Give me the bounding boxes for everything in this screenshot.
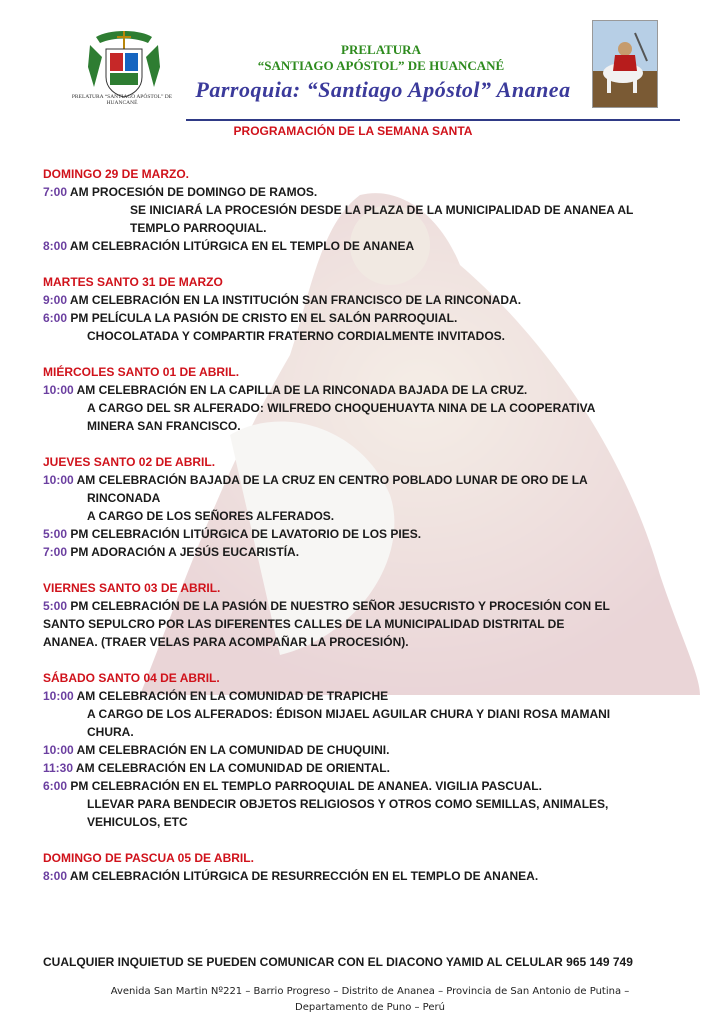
event-time: 5:00: [43, 599, 68, 613]
event-line: [43, 237, 683, 255]
event-description: AM CELEBRACIÓN EN LA CAPILLA DE LA RINCONADA BAJADA DE LA CRUZ.: [73, 383, 528, 397]
day-heading: VIERNES SANTO 03 DE ABRIL.: [43, 581, 221, 595]
event-description: PM CELEBRACIÓN EN EL TEMPLO PARROQUIAL DE ANANEA. VIGILIA PASCUAL.: [67, 779, 542, 793]
event-description: PM CELEBRACIÓN DE LA PASIÓN DE NUESTRO SEÑOR JESUCRISTO Y PROCESIÓN CON EL: [67, 599, 610, 613]
event-line: [43, 543, 683, 561]
event-line: [43, 471, 683, 489]
event-description: AM CELEBRACIÓN LITÚRGICA EN EL TEMPLO DE ANANEA: [67, 239, 415, 253]
event-note: MINERA SAN FRANCISCO.: [87, 419, 241, 433]
header-prelature: PRELATURA: [341, 42, 421, 57]
event-note: SANTO SEPULCRO POR LAS DIFERENTES CALLES DE LA MUNICIPALIDAD DISTRITAL DE: [43, 617, 565, 631]
event-description: AM CELEBRACIÓN EN LA COMUNIDAD DE CHUQUINI.: [73, 743, 390, 757]
header-prelature-name: “SANTIAGO APÓSTOL” DE HUANCANÉ: [257, 58, 505, 73]
event-line: [43, 525, 683, 543]
day-heading: MARTES SANTO 31 DE MARZO: [43, 275, 223, 289]
event-description: AM CELEBRACIÓN EN LA INSTITUCIÓN SAN FRANCISCO DE LA RINCONADA.: [67, 293, 522, 307]
event-line: [43, 597, 683, 615]
event-line: [43, 183, 683, 201]
event-time: 7:00: [43, 545, 68, 559]
event-note: VEHICULOS, ETC: [87, 815, 188, 829]
header-parish-title: Parroquia: “Santiago Apóstol” Ananea: [195, 77, 571, 102]
contact-note: CUALQUIER INQUIETUD SE PUEDEN COMUNICAR CON EL DIACONO YAMID AL CELULAR 965 149 749: [43, 955, 633, 969]
day-heading: SÁBADO SANTO 04 DE ABRIL.: [43, 671, 220, 685]
event-note: A CARGO DE LOS SEÑORES ALFERADOS.: [87, 509, 335, 523]
schedule: [43, 165, 683, 885]
event-line: [43, 687, 683, 705]
event-description: AM CELEBRACIÓN BAJADA DE LA CRUZ EN CENTRO POBLADO LUNAR DE ORO DE LA: [73, 473, 588, 487]
event-line: [43, 741, 683, 759]
event-description: AM PROCESIÓN DE DOMINGO DE RAMOS.: [67, 185, 318, 199]
day-heading: JUEVES SANTO 02 DE ABRIL.: [43, 455, 216, 469]
event-time: 9:00: [43, 293, 68, 307]
crest-caption: PRELATURA “SANTIAGO APÓSTOL” DE HUANCANÉ: [71, 94, 173, 106]
event-note: CHURA.: [87, 725, 134, 739]
event-note: SE INICIARÁ LA PROCESIÓN DESDE LA PLAZA DE LA MUNICIPALIDAD DE ANANEA AL: [130, 203, 634, 217]
event-line: [43, 867, 683, 885]
day-heading: DOMINGO 29 DE MARZO.: [43, 167, 190, 181]
event-note: A CARGO DEL SR ALFERADO: WILFREDO CHOQUEHUAYTA NINA DE LA COOPERATIVA: [87, 401, 596, 415]
event-time: 11:30: [43, 761, 74, 775]
program-title: PROGRAMACIÓN DE LA SEMANA SANTA: [233, 124, 473, 138]
event-time: 10:00: [43, 383, 74, 397]
event-description: AM CELEBRACIÓN LITÚRGICA DE RESURRECCIÓN EN EL TEMPLO DE ANANEA.: [67, 869, 539, 883]
event-line: [43, 381, 683, 399]
event-description: AM CELEBRACIÓN EN LA COMUNIDAD DE TRAPICHE: [73, 689, 389, 703]
header-divider: [186, 119, 680, 121]
event-description: AM CELEBRACIÓN EN LA COMUNIDAD DE ORIENTAL.: [73, 761, 390, 775]
event-line: [43, 291, 683, 309]
event-time: 6:00: [43, 779, 68, 793]
event-note: CHOCOLATADA Y COMPARTIR FRATERNO CORDIALMENTE INVITADOS.: [87, 329, 505, 343]
event-time: 10:00: [43, 689, 74, 703]
event-line: [43, 309, 683, 327]
footer-address: Avenida San Martin Nº221 – Barrio Progreso – Distrito de Ananea – Provincia de San Antonio de Putina – Departamento de Puno – Perú: [110, 986, 630, 1013]
event-time: 10:00: [43, 743, 74, 757]
event-description: PM ADORACIÓN A JESÚS EUCARISTÍA.: [67, 545, 300, 559]
event-note: ANANEA. (TRAER VELAS PARA ACOMPAÑAR LA PROCESIÓN).: [43, 635, 409, 649]
event-description: PM CELEBRACIÓN LITÚRGICA DE LAVATORIO DE LOS PIES.: [67, 527, 422, 541]
day-heading: DOMINGO DE PASCUA 05 DE ABRIL.: [43, 851, 254, 865]
event-time: 5:00: [43, 527, 68, 541]
event-note: RINCONADA: [87, 491, 161, 505]
event-time: 8:00: [43, 869, 68, 883]
event-line: [43, 777, 683, 795]
day-heading: MIÉRCOLES SANTO 01 DE ABRIL.: [43, 365, 240, 379]
santiago-apostol-image: [592, 20, 658, 108]
event-note: LLEVAR PARA BENDECIR OBJETOS RELIGIOSOS Y OTROS COMO SEMILLAS, ANIMALES,: [87, 797, 609, 811]
event-note: TEMPLO PARROQUIAL.: [130, 221, 267, 235]
event-time: 6:00: [43, 311, 68, 325]
event-time: 10:00: [43, 473, 74, 487]
event-time: 7:00: [43, 185, 68, 199]
event-time: 8:00: [43, 239, 68, 253]
event-description: PM PELÍCULA LA PASIÓN DE CRISTO EN EL SALÓN PARROQUIAL.: [67, 311, 458, 325]
event-line: [43, 759, 683, 777]
event-note: A CARGO DE LOS ALFERADOS: ÉDISON MIJAEL AGUILAR CHURA Y DIANI ROSA MAMANI: [87, 707, 611, 721]
